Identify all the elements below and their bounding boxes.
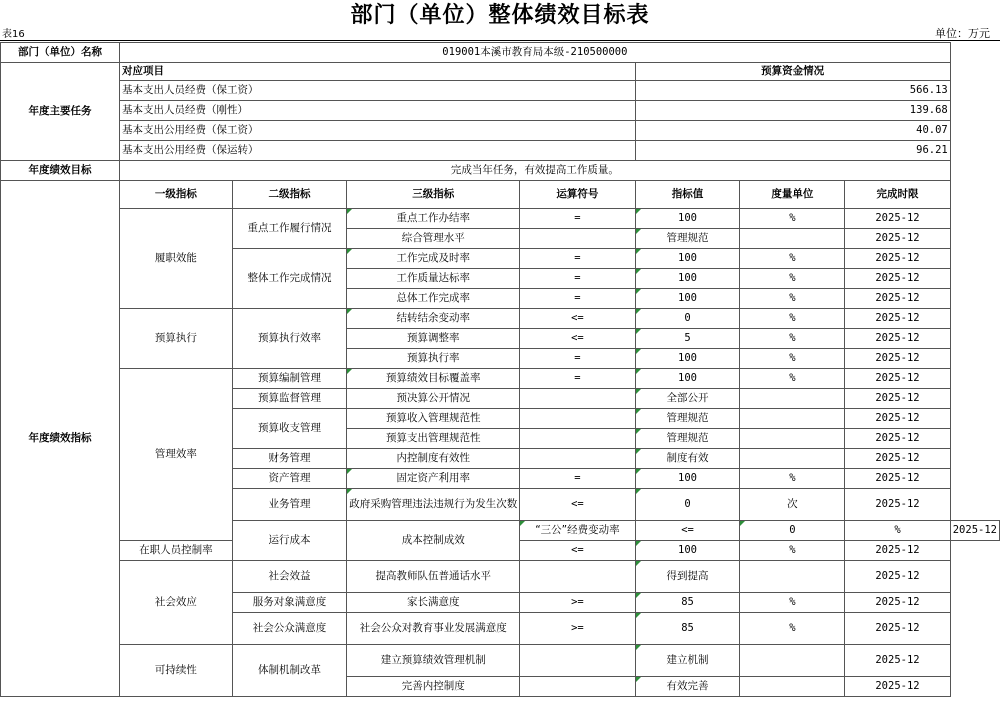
level2-cell: 财务管理 bbox=[232, 449, 347, 469]
value-cell: 100 bbox=[635, 369, 740, 389]
level3-cell: 重点工作办结率 bbox=[347, 209, 520, 229]
value-cell: 100 bbox=[635, 469, 740, 489]
operator-cell bbox=[520, 561, 635, 593]
deadline-cell: 2025-12 bbox=[950, 521, 999, 541]
operator-cell: <= bbox=[520, 489, 635, 521]
task-header-row bbox=[1, 63, 1000, 81]
unit-cell bbox=[740, 389, 845, 409]
indicator-row[interactable] bbox=[1, 309, 1000, 329]
header-level1: 一级指标 bbox=[120, 181, 233, 209]
value-cell: 得到提高 bbox=[635, 561, 740, 593]
operator-cell bbox=[520, 389, 635, 409]
level3-cell: 预决算公开情况 bbox=[347, 389, 520, 409]
level3-cell: 工作质量达标率 bbox=[347, 269, 520, 289]
unit-cell: % bbox=[740, 349, 845, 369]
dept-label: 部门（单位）名称 bbox=[1, 43, 120, 63]
level2-cell: 体制机制改革 bbox=[232, 645, 347, 697]
task-col-project: 对应项目 bbox=[120, 63, 636, 81]
operator-cell: <= bbox=[520, 541, 635, 561]
deadline-cell: 2025-12 bbox=[845, 645, 950, 677]
value-cell: 0 bbox=[635, 309, 740, 329]
unit-cell: % bbox=[740, 309, 845, 329]
operator-cell: = bbox=[520, 349, 635, 369]
level3-cell: “三公”经费变动率 bbox=[520, 521, 635, 541]
value-cell: 管理规范 bbox=[635, 409, 740, 429]
task-name: 基本支出公用经费（保工资） bbox=[120, 121, 636, 141]
level2-cell: 资产管理 bbox=[232, 469, 347, 489]
level3-cell: 固定资产利用率 bbox=[347, 469, 520, 489]
unit-cell: % bbox=[740, 593, 845, 613]
level1-cell: 运行成本 bbox=[232, 521, 347, 561]
unit-cell bbox=[740, 561, 845, 593]
task-row[interactable] bbox=[1, 81, 1000, 101]
level1-cell: 社会效应 bbox=[120, 561, 233, 645]
title-rule bbox=[0, 40, 1000, 41]
unit-cell: % bbox=[740, 469, 845, 489]
level3-cell: 预算支出管理规范性 bbox=[347, 429, 520, 449]
deadline-cell: 2025-12 bbox=[845, 593, 950, 613]
deadline-cell: 2025-12 bbox=[845, 269, 950, 289]
value-cell: 管理规范 bbox=[635, 429, 740, 449]
operator-cell bbox=[520, 677, 635, 697]
value-cell: 100 bbox=[635, 209, 740, 229]
operator-cell: = bbox=[520, 249, 635, 269]
page-title: 部门（单位）整体绩效目标表 bbox=[350, 2, 650, 28]
operator-cell: = bbox=[520, 289, 635, 309]
level3-cell: 完善内控制度 bbox=[347, 677, 520, 697]
level3-cell: 家长满意度 bbox=[347, 593, 520, 613]
deadline-cell: 2025-12 bbox=[845, 349, 950, 369]
header-level2: 二级指标 bbox=[232, 181, 347, 209]
task-amount: 96.21 bbox=[635, 141, 950, 161]
deadline-cell: 2025-12 bbox=[845, 329, 950, 349]
level3-cell: 社会公众对教育事业发展满意度 bbox=[347, 613, 520, 645]
unit-cell bbox=[740, 409, 845, 429]
operator-cell bbox=[520, 449, 635, 469]
value-cell: 0 bbox=[740, 521, 845, 541]
deadline-cell: 2025-12 bbox=[845, 309, 950, 329]
header-deadline: 完成时限 bbox=[845, 181, 950, 209]
level3-cell: 综合管理水平 bbox=[347, 229, 520, 249]
unit-cell bbox=[740, 429, 845, 449]
level2-cell: 重点工作履行情况 bbox=[232, 209, 347, 249]
value-cell: 有效完善 bbox=[635, 677, 740, 697]
level1-cell: 可持续性 bbox=[120, 645, 233, 697]
task-name: 基本支出公用经费（保运转） bbox=[120, 141, 636, 161]
unit-cell: % bbox=[740, 269, 845, 289]
operator-cell: <= bbox=[635, 521, 740, 541]
indicator-header-row bbox=[1, 181, 1000, 209]
operator-cell: = bbox=[520, 269, 635, 289]
dept-value: 019001本溪市教育局本级-210500000 bbox=[120, 43, 951, 63]
operator-cell: >= bbox=[520, 613, 635, 645]
operator-cell: >= bbox=[520, 593, 635, 613]
value-cell: 85 bbox=[635, 593, 740, 613]
task-name: 基本支出人员经费（保工资） bbox=[120, 81, 636, 101]
header-value: 指标值 bbox=[635, 181, 740, 209]
level2-cell: 服务对象满意度 bbox=[232, 593, 347, 613]
task-row[interactable] bbox=[1, 121, 1000, 141]
value-cell: 100 bbox=[635, 541, 740, 561]
unit-cell bbox=[740, 449, 845, 469]
value-cell: 100 bbox=[635, 349, 740, 369]
value-cell: 85 bbox=[635, 613, 740, 645]
annual-goal-value: 完成当年任务，有效提高工作质量。 bbox=[120, 161, 951, 181]
header-level3: 三级指标 bbox=[347, 181, 520, 209]
value-cell: 5 bbox=[635, 329, 740, 349]
deadline-cell: 2025-12 bbox=[845, 469, 950, 489]
level1-cell: 管理效率 bbox=[120, 369, 233, 541]
deadline-cell: 2025-12 bbox=[845, 677, 950, 697]
table-number: 表16 bbox=[2, 29, 25, 40]
unit-cell: % bbox=[740, 209, 845, 229]
value-cell: 100 bbox=[635, 269, 740, 289]
deadline-cell: 2025-12 bbox=[845, 389, 950, 409]
deadline-cell: 2025-12 bbox=[845, 369, 950, 389]
unit-cell bbox=[740, 677, 845, 697]
unit-cell: % bbox=[740, 329, 845, 349]
task-row[interactable] bbox=[1, 141, 1000, 161]
unit-cell: % bbox=[845, 521, 950, 541]
deadline-cell: 2025-12 bbox=[845, 613, 950, 645]
unit-cell: % bbox=[740, 289, 845, 309]
operator-cell bbox=[520, 409, 635, 429]
indicator-row[interactable] bbox=[1, 209, 1000, 229]
level2-cell: 整体工作完成情况 bbox=[232, 249, 347, 309]
unit-cell: % bbox=[740, 369, 845, 389]
deadline-cell: 2025-12 bbox=[845, 409, 950, 429]
unit-cell: % bbox=[740, 249, 845, 269]
dept-row bbox=[1, 43, 1000, 63]
level3-cell: 总体工作完成率 bbox=[347, 289, 520, 309]
level3-cell: 政府采购管理违法违规行为发生次数 bbox=[347, 489, 520, 521]
value-cell: 建立机制 bbox=[635, 645, 740, 677]
level1-cell: 履职效能 bbox=[120, 209, 233, 309]
level2-cell: 预算执行效率 bbox=[232, 309, 347, 369]
value-cell: 全部公开 bbox=[635, 389, 740, 409]
indicator-row[interactable] bbox=[1, 561, 1000, 593]
task-col-budget: 预算资金情况 bbox=[635, 63, 950, 81]
operator-cell bbox=[520, 645, 635, 677]
level2-cell: 预算收支管理 bbox=[232, 409, 347, 449]
deadline-cell: 2025-12 bbox=[845, 429, 950, 449]
indicator-row[interactable] bbox=[1, 645, 1000, 677]
unit-cell bbox=[740, 645, 845, 677]
task-amount: 566.13 bbox=[635, 81, 950, 101]
indicators-label: 年度绩效指标 bbox=[1, 181, 120, 697]
unit-cell: 次 bbox=[740, 489, 845, 521]
level3-cell: 预算调整率 bbox=[347, 329, 520, 349]
value-cell: 100 bbox=[635, 289, 740, 309]
task-amount: 40.07 bbox=[635, 121, 950, 141]
level3-cell: 提高教师队伍普通话水平 bbox=[347, 561, 520, 593]
value-cell: 100 bbox=[635, 249, 740, 269]
level3-cell: 预算收入管理规范性 bbox=[347, 409, 520, 429]
deadline-cell: 2025-12 bbox=[845, 289, 950, 309]
unit-cell: % bbox=[740, 541, 845, 561]
deadline-cell: 2025-12 bbox=[845, 209, 950, 229]
header-operator: 运算符号 bbox=[520, 181, 635, 209]
deadline-cell: 2025-12 bbox=[845, 561, 950, 593]
operator-cell bbox=[520, 429, 635, 449]
task-name: 基本支出人员经费（刚性） bbox=[120, 101, 636, 121]
unit-label: 单位：万元 bbox=[935, 27, 990, 40]
performance-table bbox=[0, 42, 1000, 697]
task-amount: 139.68 bbox=[635, 101, 950, 121]
operator-cell: <= bbox=[520, 309, 635, 329]
operator-cell bbox=[520, 229, 635, 249]
annual-goal-label: 年度绩效目标 bbox=[1, 161, 120, 181]
value-cell: 管理规范 bbox=[635, 229, 740, 249]
goal-row bbox=[1, 161, 1000, 181]
task-row[interactable] bbox=[1, 101, 1000, 121]
deadline-cell: 2025-12 bbox=[845, 541, 950, 561]
deadline-cell: 2025-12 bbox=[845, 489, 950, 521]
indicator-row[interactable] bbox=[1, 369, 1000, 389]
operator-cell: <= bbox=[520, 329, 635, 349]
deadline-cell: 2025-12 bbox=[845, 249, 950, 269]
level2-cell: 预算监督管理 bbox=[232, 389, 347, 409]
level2-cell: 预算编制管理 bbox=[232, 369, 347, 389]
level2-cell: 社会效益 bbox=[232, 561, 347, 593]
level2-cell: 成本控制成效 bbox=[347, 521, 520, 561]
value-cell: 制度有效 bbox=[635, 449, 740, 469]
level2-cell: 社会公众满意度 bbox=[232, 613, 347, 645]
unit-cell bbox=[740, 229, 845, 249]
level3-cell: 在职人员控制率 bbox=[120, 541, 233, 561]
level3-cell: 工作完成及时率 bbox=[347, 249, 520, 269]
level3-cell: 结转结余变动率 bbox=[347, 309, 520, 329]
deadline-cell: 2025-12 bbox=[845, 449, 950, 469]
level3-cell: 建立预算绩效管理机制 bbox=[347, 645, 520, 677]
header-unit: 度量单位 bbox=[740, 181, 845, 209]
deadline-cell: 2025-12 bbox=[845, 229, 950, 249]
operator-cell: = bbox=[520, 209, 635, 229]
value-cell: 0 bbox=[635, 489, 740, 521]
level2-cell: 业务管理 bbox=[232, 489, 347, 521]
level3-cell: 内控制度有效性 bbox=[347, 449, 520, 469]
level3-cell: 预算执行率 bbox=[347, 349, 520, 369]
level1-cell: 预算执行 bbox=[120, 309, 233, 369]
operator-cell: = bbox=[520, 369, 635, 389]
unit-cell: % bbox=[740, 613, 845, 645]
operator-cell: = bbox=[520, 469, 635, 489]
level3-cell: 预算绩效目标覆盖率 bbox=[347, 369, 520, 389]
annual-tasks-label: 年度主要任务 bbox=[1, 63, 120, 161]
